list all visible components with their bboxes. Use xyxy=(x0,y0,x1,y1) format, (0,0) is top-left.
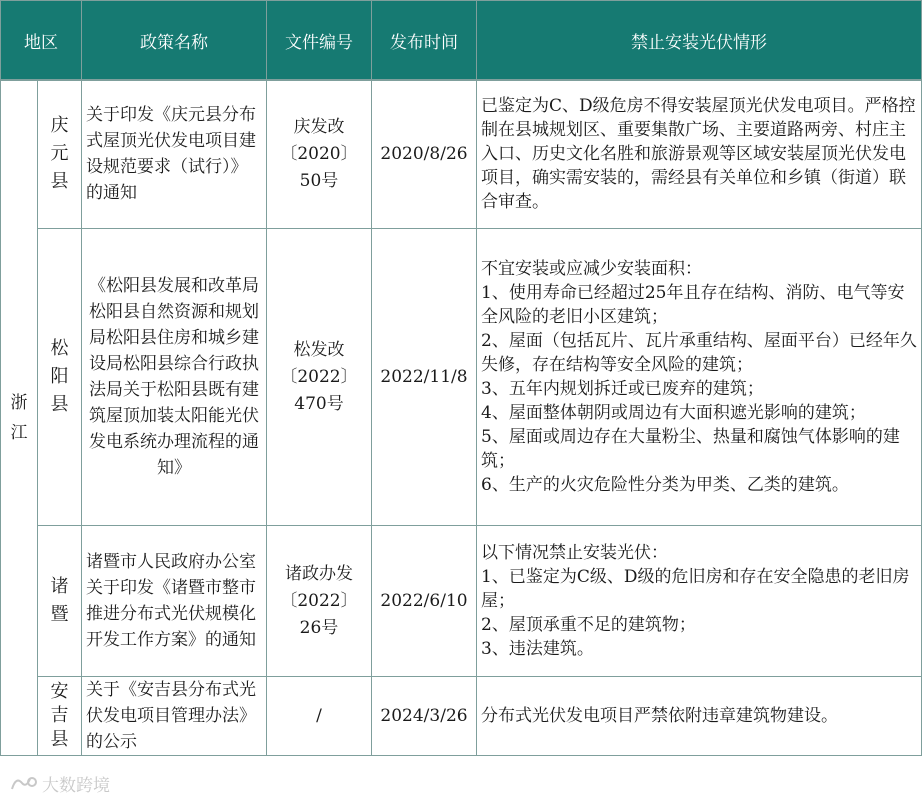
restrictions-text: 已鉴定为C、D级危房不得安装屋顶光伏发电项目。严格控制在县城规划区、重要集散广场、主要道路两旁、村庄主入口、历史文化名胜和旅游景观等区域安装屋顶光伏发电项目，确实需安装的，需经县有关单位和乡镇（街道）联合审查。 xyxy=(481,96,916,212)
watermark xyxy=(10,771,110,795)
county-name: 安吉县 xyxy=(50,681,69,750)
county-cell xyxy=(38,229,82,526)
header-restrictions: 禁止安装光伏情形 xyxy=(477,1,922,81)
restrictions-cell xyxy=(477,677,922,756)
table-row xyxy=(1,80,922,229)
publish-date-cell xyxy=(372,80,477,229)
restrictions-cell xyxy=(477,80,922,229)
table-row xyxy=(1,526,922,677)
policy-table xyxy=(0,0,922,81)
policy-name: 《松阳县发展和改革局松阳县自然资源和规划局松阳县住房和城乡建设局松阳县综合行政执法局关于松阳县既有建筑屋顶加装太阳能光伏发电系统办理流程的通知》 xyxy=(89,276,259,478)
restriction-item: 1、使用寿命已经超过25年且存在结构、消防、电气等安全风险的老旧小区建筑； xyxy=(481,283,905,327)
region-text: 浙江 xyxy=(10,392,28,443)
publish-date-cell xyxy=(372,229,477,526)
header-doc-number: 文件编号 xyxy=(267,1,372,81)
header-publish-date: 发布时间 xyxy=(372,1,477,81)
restriction-item: 2、屋面（包括瓦片、瓦片承重结构、屋面平台）已经年久失修，存在结构等安全风险的建筑； xyxy=(481,331,917,375)
restriction-item: 6、生产的火灾危险性分类为甲类、乙类的建筑。 xyxy=(481,475,849,495)
policy-name-cell xyxy=(82,229,267,526)
county-name: 诸暨 xyxy=(50,576,69,625)
region-cell xyxy=(1,80,38,756)
header-row xyxy=(1,1,922,81)
county-name: 松阳县 xyxy=(50,338,69,415)
restriction-item: 3、违法建筑。 xyxy=(481,639,594,659)
watermark-text: 大数跨境 xyxy=(42,775,110,796)
table-row xyxy=(1,677,922,756)
restrictions-text: 分布式光伏发电项目严禁依附违章建筑物建设。 xyxy=(481,706,838,726)
doc-number: 松发改〔2022〕470号 xyxy=(280,339,358,414)
doc-number: 诸政办发〔2022〕26号 xyxy=(280,563,358,638)
publish-date: 2022/6/10 xyxy=(380,591,468,611)
restriction-item: 4、屋面整体朝阴或周边有大面积遮光影响的建筑； xyxy=(481,403,866,423)
doc-number: / xyxy=(316,705,322,726)
policy-table-body xyxy=(0,79,922,756)
restriction-item: 不宜安装或应减少安装面积： xyxy=(481,259,702,279)
policy-name: 诸暨市人民政府办公室关于印发《诸暨市整市推进分布式光伏规模化开发工作方案》的通知 xyxy=(86,552,256,650)
policy-name-cell xyxy=(82,677,267,756)
county-name: 庆元县 xyxy=(50,115,69,192)
publish-date-cell xyxy=(372,677,477,756)
header-region: 地区 xyxy=(1,1,82,81)
restrictions-cell xyxy=(477,526,922,677)
doc-number-cell xyxy=(267,229,372,526)
restriction-item: 3、五年内规划拆迁或已废弃的建筑； xyxy=(481,379,764,399)
doc-number-cell xyxy=(267,80,372,229)
restrictions-cell xyxy=(477,229,922,526)
restriction-item: 1、已鉴定为C级、D级的危旧房和存在安全隐患的老旧房屋； xyxy=(481,567,910,611)
publish-date: 2024/3/26 xyxy=(380,706,468,726)
publish-date: 2022/11/8 xyxy=(380,367,468,387)
policy-name: 关于印发《庆元县分布式屋顶光伏发电项目建设规范要求（试行）》的通知 xyxy=(86,105,256,203)
doc-number-cell xyxy=(267,526,372,677)
restriction-item: 以下情况禁止安装光伏： xyxy=(481,543,668,563)
policy-name-cell xyxy=(82,80,267,229)
table-row xyxy=(1,229,922,526)
county-cell xyxy=(38,677,82,756)
doc-number: 庆发改〔2020〕50号 xyxy=(280,116,358,191)
doc-number-cell xyxy=(267,677,372,756)
header-policy-name: 政策名称 xyxy=(82,1,267,81)
policy-name-cell xyxy=(82,526,267,677)
policy-name: 关于《安吉县分布式光伏发电项目管理办法》的公示 xyxy=(86,680,256,752)
county-cell xyxy=(38,526,82,677)
publish-date-cell xyxy=(372,526,477,677)
county-cell xyxy=(38,80,82,229)
publish-date: 2020/8/26 xyxy=(380,144,468,164)
brand-logo-icon xyxy=(10,774,38,792)
restriction-item: 5、屋面或周边存在大量粉尘、热量和腐蚀气体影响的建筑； xyxy=(481,427,900,471)
restriction-item: 2、屋顶承重不足的建筑物； xyxy=(481,615,696,635)
